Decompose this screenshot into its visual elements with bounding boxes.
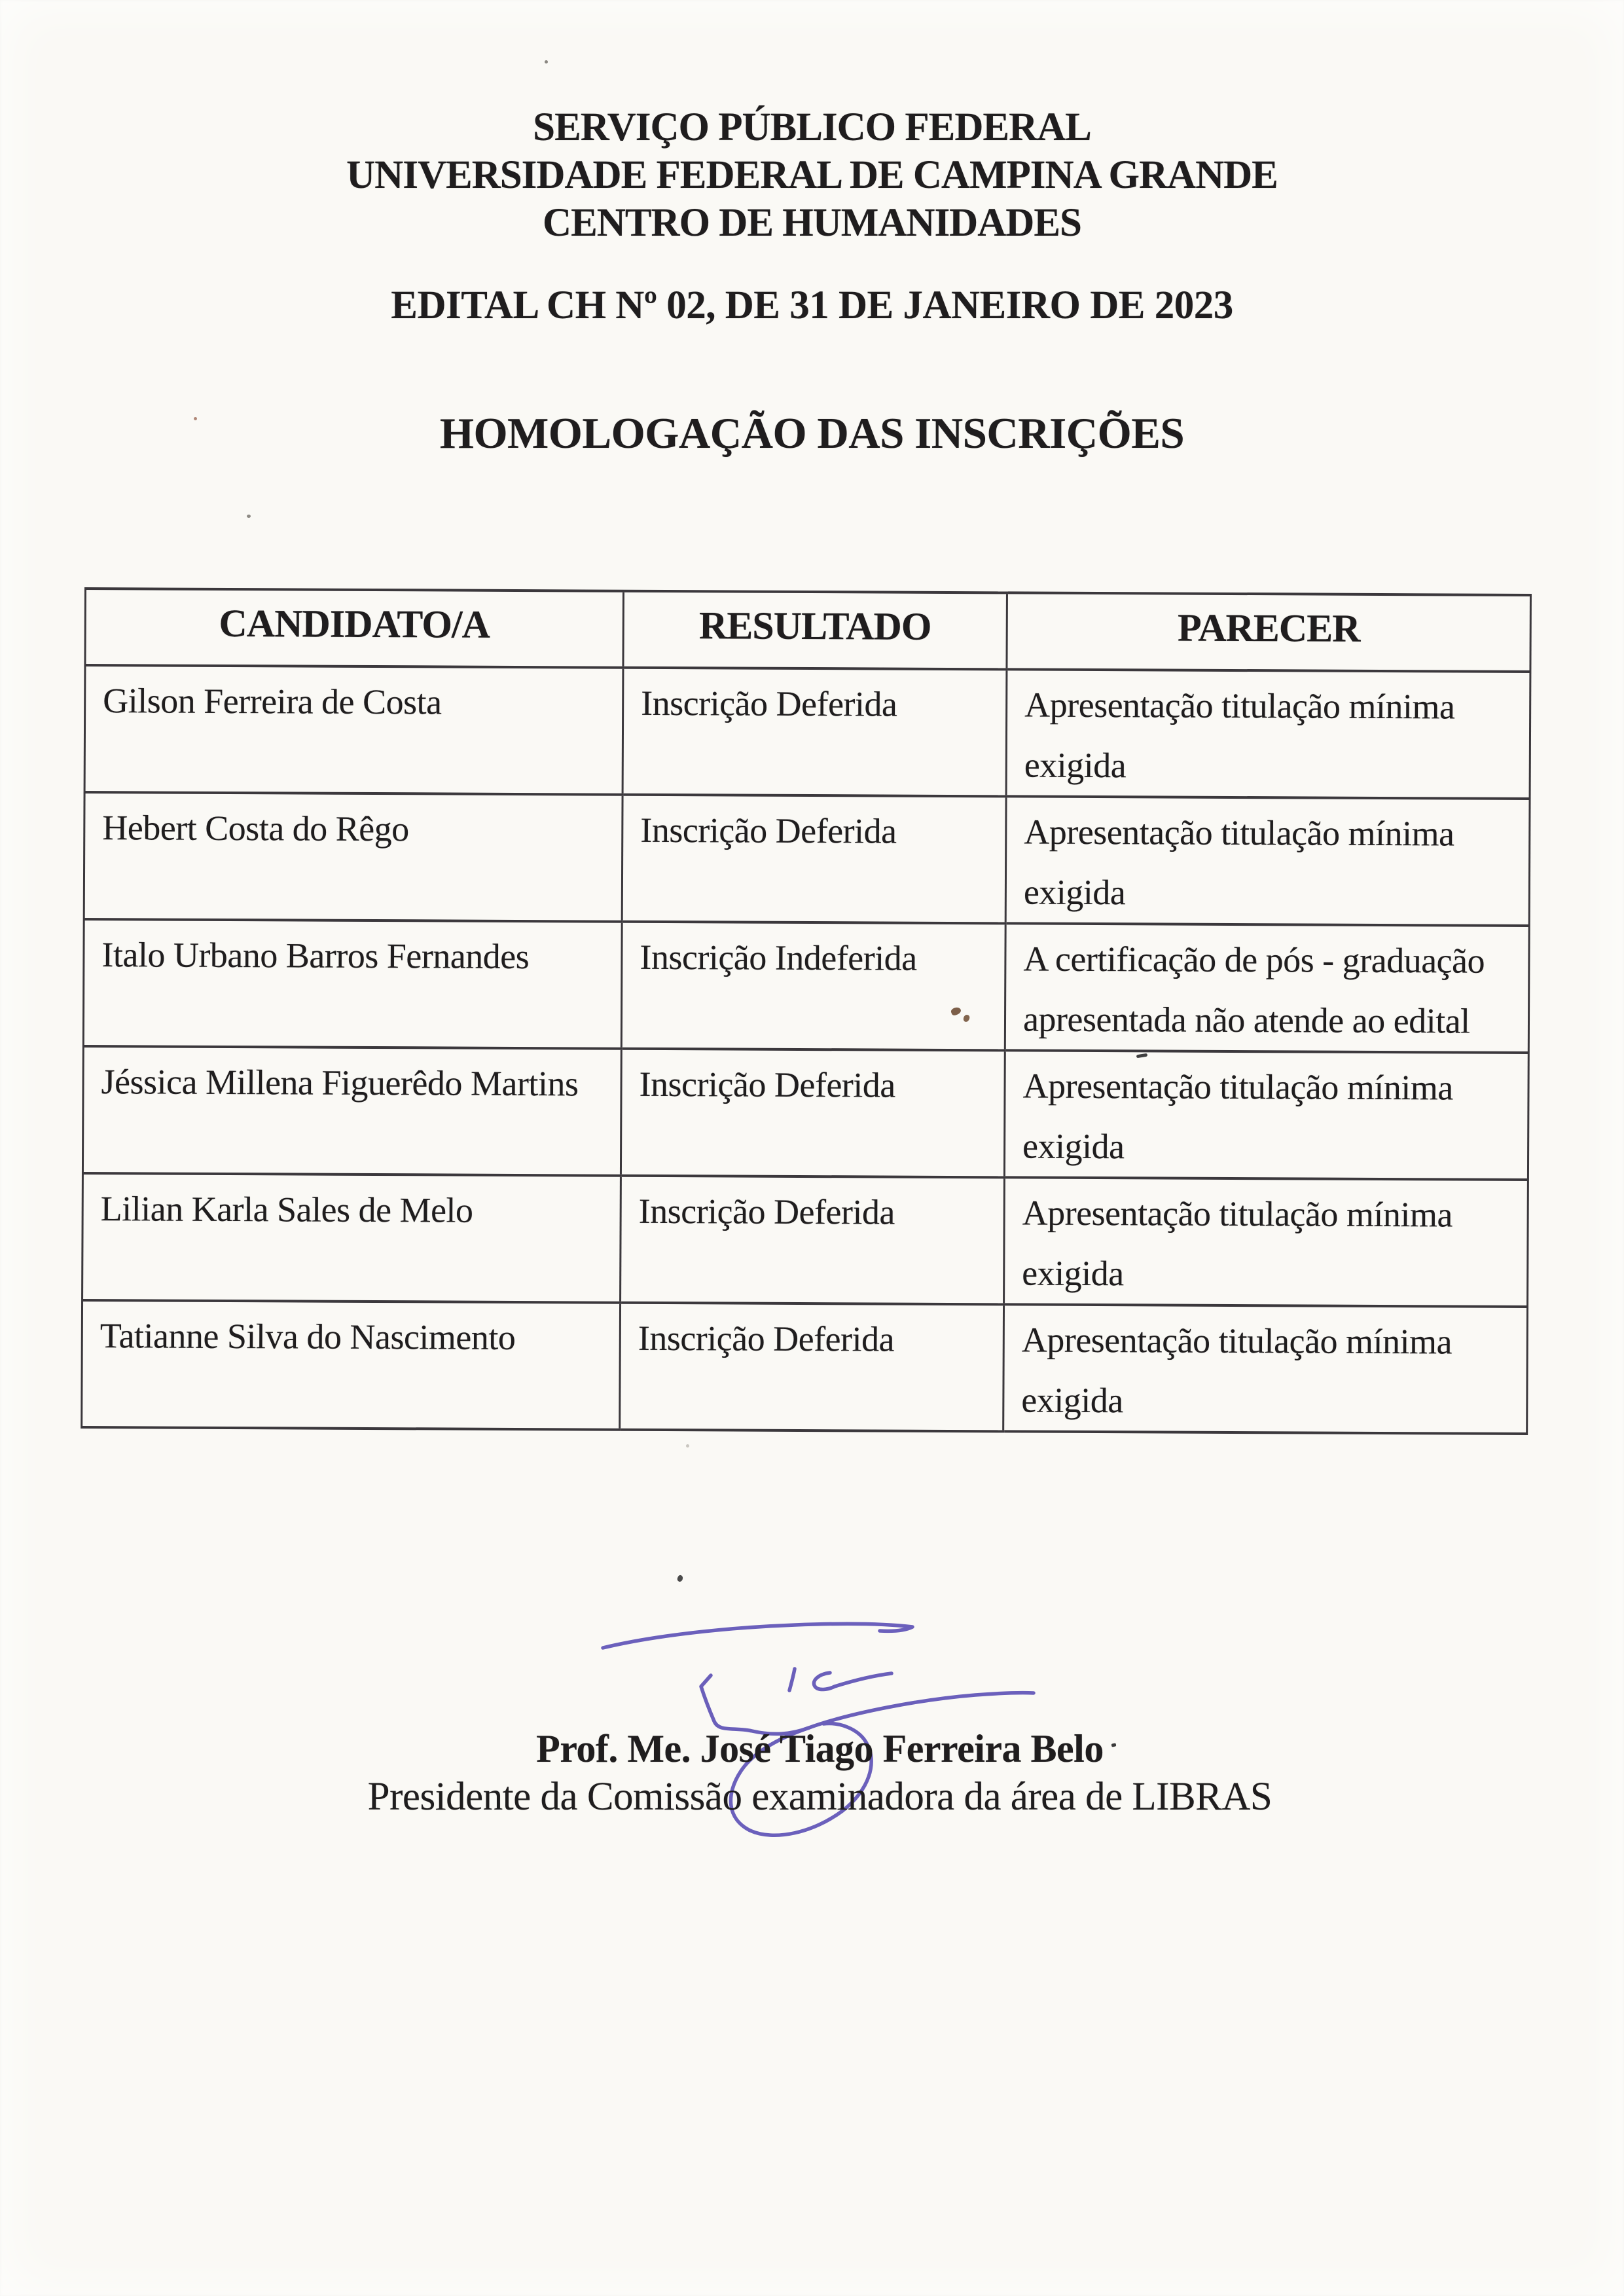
result-cell: Inscrição Deferida (620, 1303, 1004, 1432)
opinion-line: exigida (1021, 1380, 1123, 1421)
opinion-cell (1005, 923, 1529, 1053)
signature-c-stroke (814, 1673, 892, 1690)
candidate-cell: Lilian Karla Sales de Melo (82, 1173, 621, 1303)
result-cell: Inscrição Deferida (621, 1049, 1005, 1178)
table-row (82, 1173, 1528, 1307)
signer-role: Presidente da Comissão examinadora da área de LIBRAS (367, 1775, 1272, 1819)
opinion-line: apresentada não atende ao edital (1022, 999, 1470, 1041)
letterhead (0, 103, 1624, 247)
opinion-line: Apresentação titulação mínima (1024, 812, 1454, 854)
opinion-line: Apresentação titulação mínima (1021, 1320, 1453, 1362)
ink-speck (686, 1444, 689, 1448)
opinion-line: exigida (1023, 872, 1126, 913)
table-row (84, 665, 1530, 799)
opinion-line: exigida (1022, 1253, 1124, 1294)
signer-name: Prof. Me. José Tiago Ferreira Belo (536, 1727, 1104, 1770)
column-header-candidato: CANDIDATO/A (85, 589, 624, 668)
edital-heading: EDITAL CH Nº 02, DE 31 DE JANEIRO DE 2023 (391, 283, 1233, 327)
table-row (84, 792, 1530, 926)
opinion-cell (1006, 669, 1530, 799)
opinion-line: Apresentação titulação mínima (1024, 685, 1455, 727)
candidate-cell: Italo Urbano Barros Fernandes (83, 919, 622, 1049)
letterhead-line-2: UNIVERSIDADE FEDERAL DE CAMPINA GRANDE (346, 153, 1278, 197)
letterhead-line-3: CENTRO DE HUMANIDADES (543, 201, 1081, 245)
opinion-line: Apresentação titulação mínima (1022, 1193, 1453, 1235)
opinion-line: exigida (1022, 1126, 1125, 1167)
opinion-cell (1004, 1177, 1528, 1307)
table-header-row (85, 589, 1531, 672)
table-row (83, 919, 1529, 1053)
ink-speck (194, 417, 197, 420)
candidate-cell: Gilson Ferreira de Costa (84, 665, 623, 795)
page-title: HOMOLOGAÇÃO DAS INSCRIÇÕES (439, 409, 1185, 458)
table-row (82, 1300, 1528, 1434)
letterhead-line-1: SERVIÇO PÚBLICO FEDERAL (533, 105, 1091, 149)
signature-block (8, 1724, 1624, 1821)
opinion-line: A certificação de pós - graduação (1023, 939, 1485, 981)
table-row (82, 1046, 1528, 1180)
opinion-line: exigida (1024, 745, 1127, 786)
result-cell: Inscrição Indeferida (621, 922, 1005, 1051)
ink-speck (247, 515, 251, 518)
result-cell: Inscrição Deferida (622, 795, 1006, 924)
opinion-line: Apresentação titulação mínima (1022, 1066, 1453, 1108)
ink-speck (676, 1575, 684, 1583)
candidate-cell: Tatianne Silva do Nascimento (82, 1300, 621, 1430)
opinion-cell (1004, 1050, 1528, 1180)
opinion-cell (1003, 1304, 1528, 1434)
column-header-parecer: PARECER (1007, 592, 1531, 672)
signature-i-stroke (789, 1669, 795, 1690)
candidate-cell: Hebert Costa do Rêgo (84, 792, 623, 922)
inscriptions-table (81, 587, 1532, 1435)
result-cell: Inscrição Deferida (623, 668, 1007, 797)
ink-speck (545, 60, 548, 64)
column-header-resultado: RESULTADO (623, 591, 1007, 670)
opinion-cell (1005, 796, 1530, 926)
candidate-cell: Jéssica Millena Figuerêdo Martins (82, 1046, 621, 1176)
result-cell: Inscrição Deferida (621, 1176, 1005, 1305)
signature-top-stroke (603, 1624, 912, 1648)
